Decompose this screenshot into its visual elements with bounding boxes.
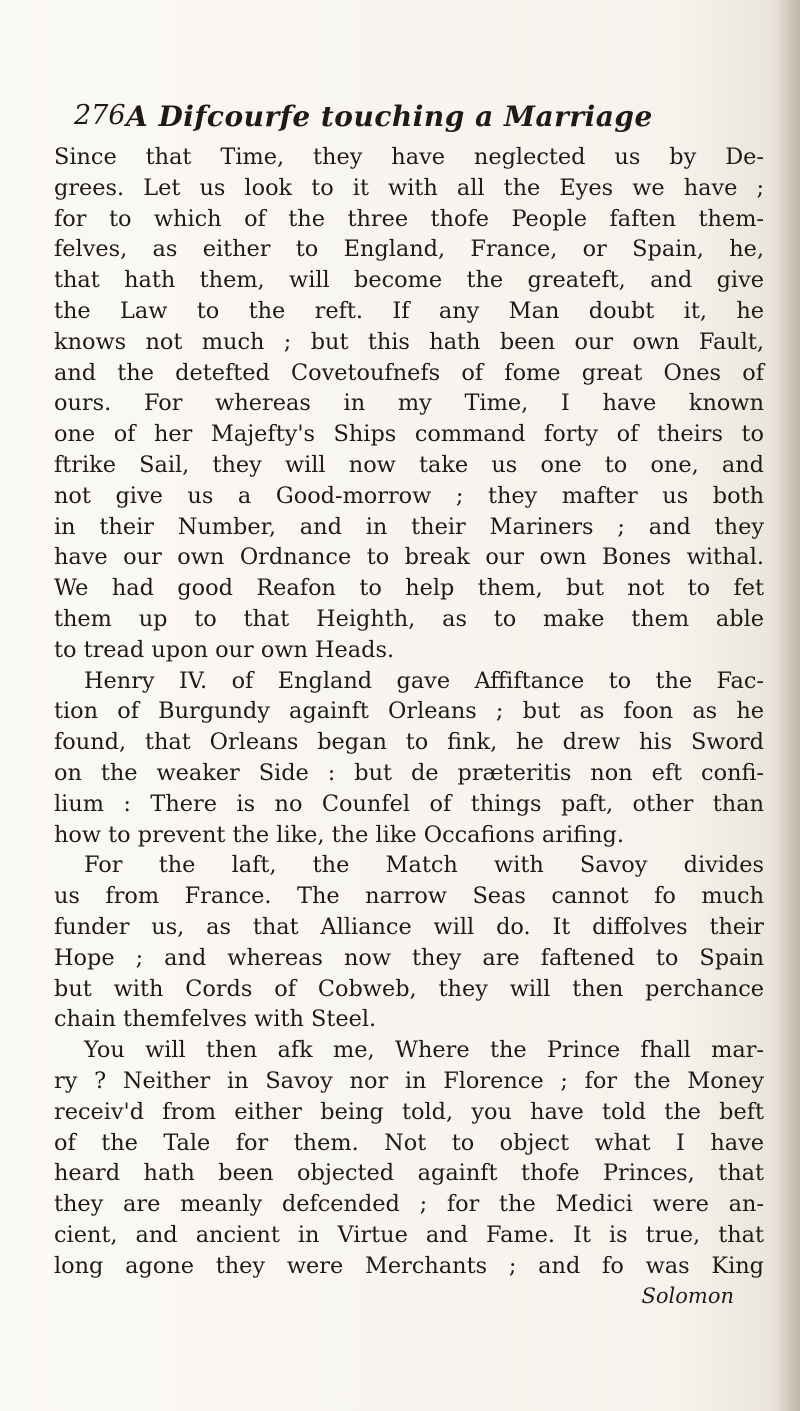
text-line: us from France. The narrow Seas cannot fo much xyxy=(54,883,764,910)
text-line: and the detefted Covetoufnefs of fome great Ones of xyxy=(54,359,764,386)
page-number: 276 xyxy=(74,100,126,131)
text-line: grees. Let us look to it with all the Eyes we have ; xyxy=(54,174,764,201)
text-line: We had good Reafon to help them, but not to fet xyxy=(54,575,764,602)
text-line: found, that Orleans began to fink, he drew his Sword xyxy=(54,729,764,756)
text-line: receiv'd from either being told, you have told the beft xyxy=(54,1098,764,1125)
text-line: one of her Majefty's Ships command forty of theirs to xyxy=(54,421,764,448)
running-title: A Difcourfe touching a Marriage xyxy=(126,100,653,133)
text-line: they are meanly defcended ; for the Medici were an- xyxy=(54,1191,764,1218)
text-line: felves, as either to England, France, or Spain, he, xyxy=(54,236,764,263)
text-line: lium : There is no Counfel of things paft, other than xyxy=(54,790,764,817)
text-line: in their Number, and in their Mariners ; and they xyxy=(54,513,764,540)
text-line: to tread upon our own Heads. xyxy=(54,636,395,663)
text-line: the Law to the reft. If any Man doubt it, he xyxy=(54,297,764,324)
text-line: ours. For whereas in my Time, I have known xyxy=(54,390,764,417)
text-line: Henry IV. of England gave Affiftance to the Fac- xyxy=(84,667,764,694)
text-line: for to which of the three thofe People faften them- xyxy=(54,205,764,232)
text-line: knows not much ; but this hath been our own Fault, xyxy=(54,328,764,355)
text-line: on the weaker Side : but de præteritis non eft confi- xyxy=(54,759,764,786)
text-line: long agone they were Merchants ; and fo was King xyxy=(54,1252,764,1279)
text-line: Hope ; and whereas now they are faftened to Spain xyxy=(54,944,764,971)
text-line: but with Cords of Cobweb, they will then perchance xyxy=(54,975,764,1002)
text-line: You will then afk me, Where the Prince fhall mar- xyxy=(84,1037,764,1064)
body-text xyxy=(54,142,764,1312)
text-line: that hath them, will become the greateft, and give xyxy=(54,267,764,294)
text-line: not give us a Good-morrow ; they mafter us both xyxy=(54,482,764,509)
text-line: have our own Ordnance to break our own Bones withal. xyxy=(54,544,764,571)
text-line: tion of Burgundy againft Orleans ; but as foon as he xyxy=(54,698,764,725)
page-gutter-shadow xyxy=(778,0,800,1411)
text-line: For the laft, the Match with Savoy divides xyxy=(84,852,764,879)
text-line: Since that Time, they have neglected us by De- xyxy=(54,144,764,170)
text-line: of the Tale for them. Not to object what I have xyxy=(54,1129,764,1156)
text-line: ry ? Neither in Savoy nor in Florence ; for the Money xyxy=(54,1067,764,1094)
text-line: them up to that Heighth, as to make them able xyxy=(54,605,764,632)
text-line: how to prevent the like, the like Occafions arifing. xyxy=(54,821,624,848)
text-line: ftrike Sail, they will now take us one to one, and xyxy=(54,451,764,478)
catchword: Solomon xyxy=(641,1284,734,1309)
text-line: heard hath been objected againft thofe Princes, that xyxy=(54,1160,764,1187)
text-line: chain themfelves with Steel. xyxy=(54,1006,377,1033)
text-line: cient, and ancient in Virtue and Fame. It is true, that xyxy=(54,1221,764,1248)
text-line: funder us, as that Alliance will do. It diffolves their xyxy=(54,913,764,940)
